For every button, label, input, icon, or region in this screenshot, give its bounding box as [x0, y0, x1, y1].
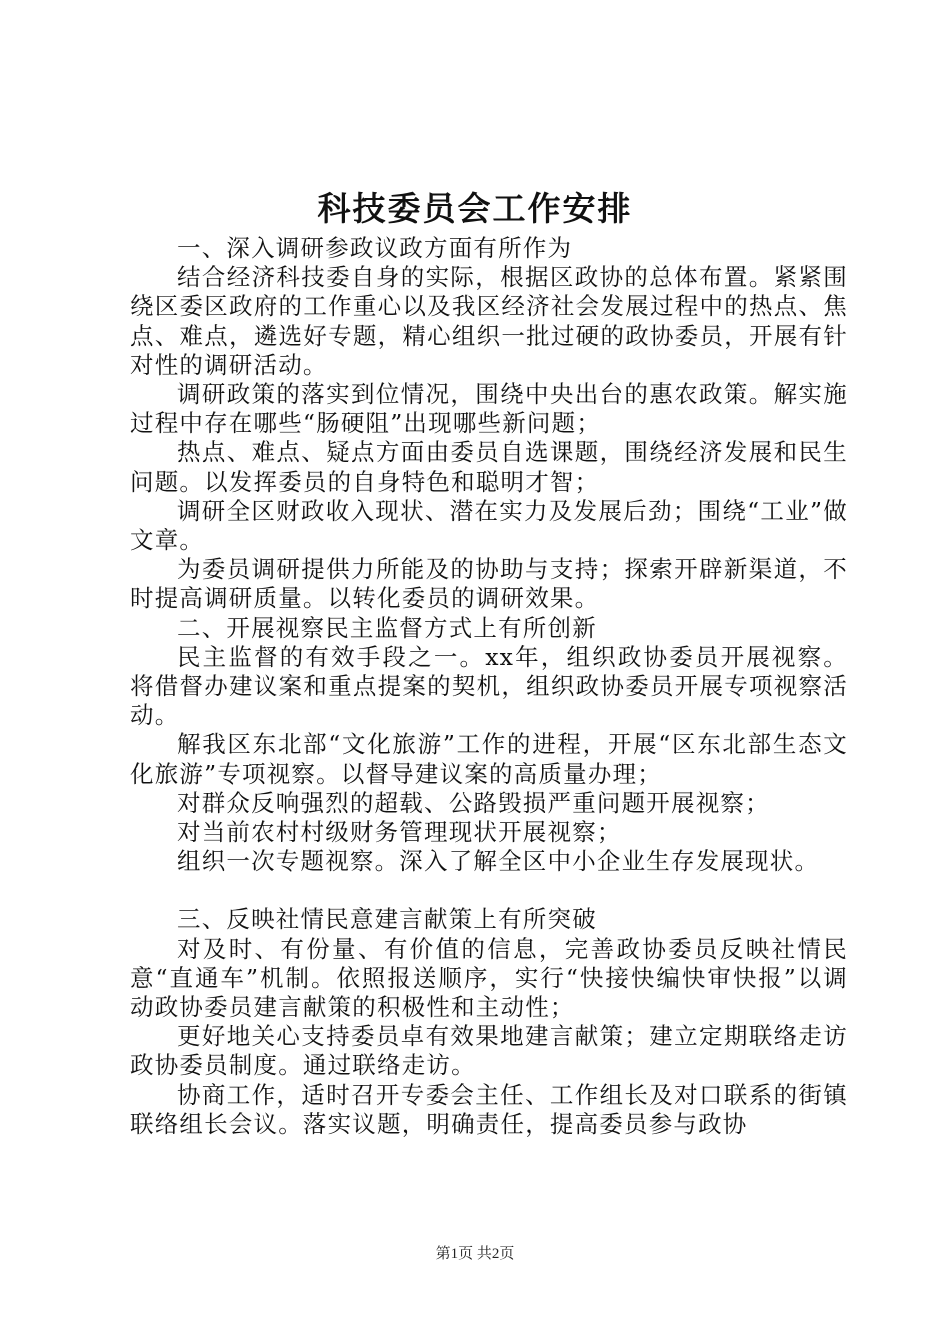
paragraph: 热点、难点、疑点方面由委员自选课题，围绕经济发展和民生问题。以发挥委员的自身特色和聪明才智；: [130, 438, 848, 496]
section-heading-3: 三、反映社情民意建言献策上有所突破: [177, 905, 597, 934]
document-body: [130, 234, 848, 1139]
paragraph: 对及时、有份量、有价值的信息，完善政协委员反映社情民意“直通车”机制。依照报送顺序，实行“快接快编快审快报”以调动政协委员建言献策的积极性和主动性；: [130, 934, 848, 1022]
paragraph: 结合经济科技委自身的实际，根据区政协的总体布置。紧紧围绕区委区政府的工作重心以及我区经济社会发展过程中的热点、焦点、难点，遴选好专题，精心组织一批过硬的政协委员，开展有针对性的调研活动。: [130, 263, 848, 379]
section-heading-2: 二、开展视察民主监督方式上有所创新: [177, 613, 597, 642]
paragraph: 组织一次专题视察。深入了解全区中小企业生存发展现状。: [177, 847, 820, 876]
paragraph: 更好地关心支持委员卓有效果地建言献策；建立定期联络走访政协委员制度。通过联络走访。: [130, 1022, 848, 1080]
paragraph: 协商工作，适时召开专委会主任、工作组长及对口联系的街镇联络组长会议。落实议题，明确责任，提高委员参与政协: [130, 1080, 848, 1138]
document-title: 科技委员会工作安排: [317, 189, 633, 228]
paragraph: 为委员调研提供力所能及的协助与支持；探索开辟新渠道，不时提高调研质量。以转化委员的调研效果。: [130, 555, 848, 613]
paragraph: 解我区东北部“文化旅游”工作的进程，开展“区东北部生态文化旅游”专项视察。以督导建议案的高质量办理；: [130, 730, 848, 788]
paragraph: 调研政策的落实到位情况，围绕中央出台的惠农政策。解实施过程中存在哪些“肠硬阻”出现哪些新问题；: [130, 380, 848, 438]
section-heading-1: 一、深入调研参政议政方面有所作为: [177, 234, 573, 262]
paragraph: 民主监督的有效手段之一。xx年，组织政协委员开展视察。将借督办建议案和重点提案的契机，组织政协委员开展专项视察活动。: [130, 642, 848, 730]
paragraph: 对群众反响强烈的超载、公路毁损严重问题开展视察；: [177, 788, 770, 817]
paragraph: 对当前农村村级财务管理现状开展视察；: [177, 818, 622, 847]
paragraph: 调研全区财政收入现状、潜在实力及发展后劲；围绕“工业”做文章。: [130, 496, 848, 555]
page-number: 第1页 共2页: [435, 1246, 515, 1262]
